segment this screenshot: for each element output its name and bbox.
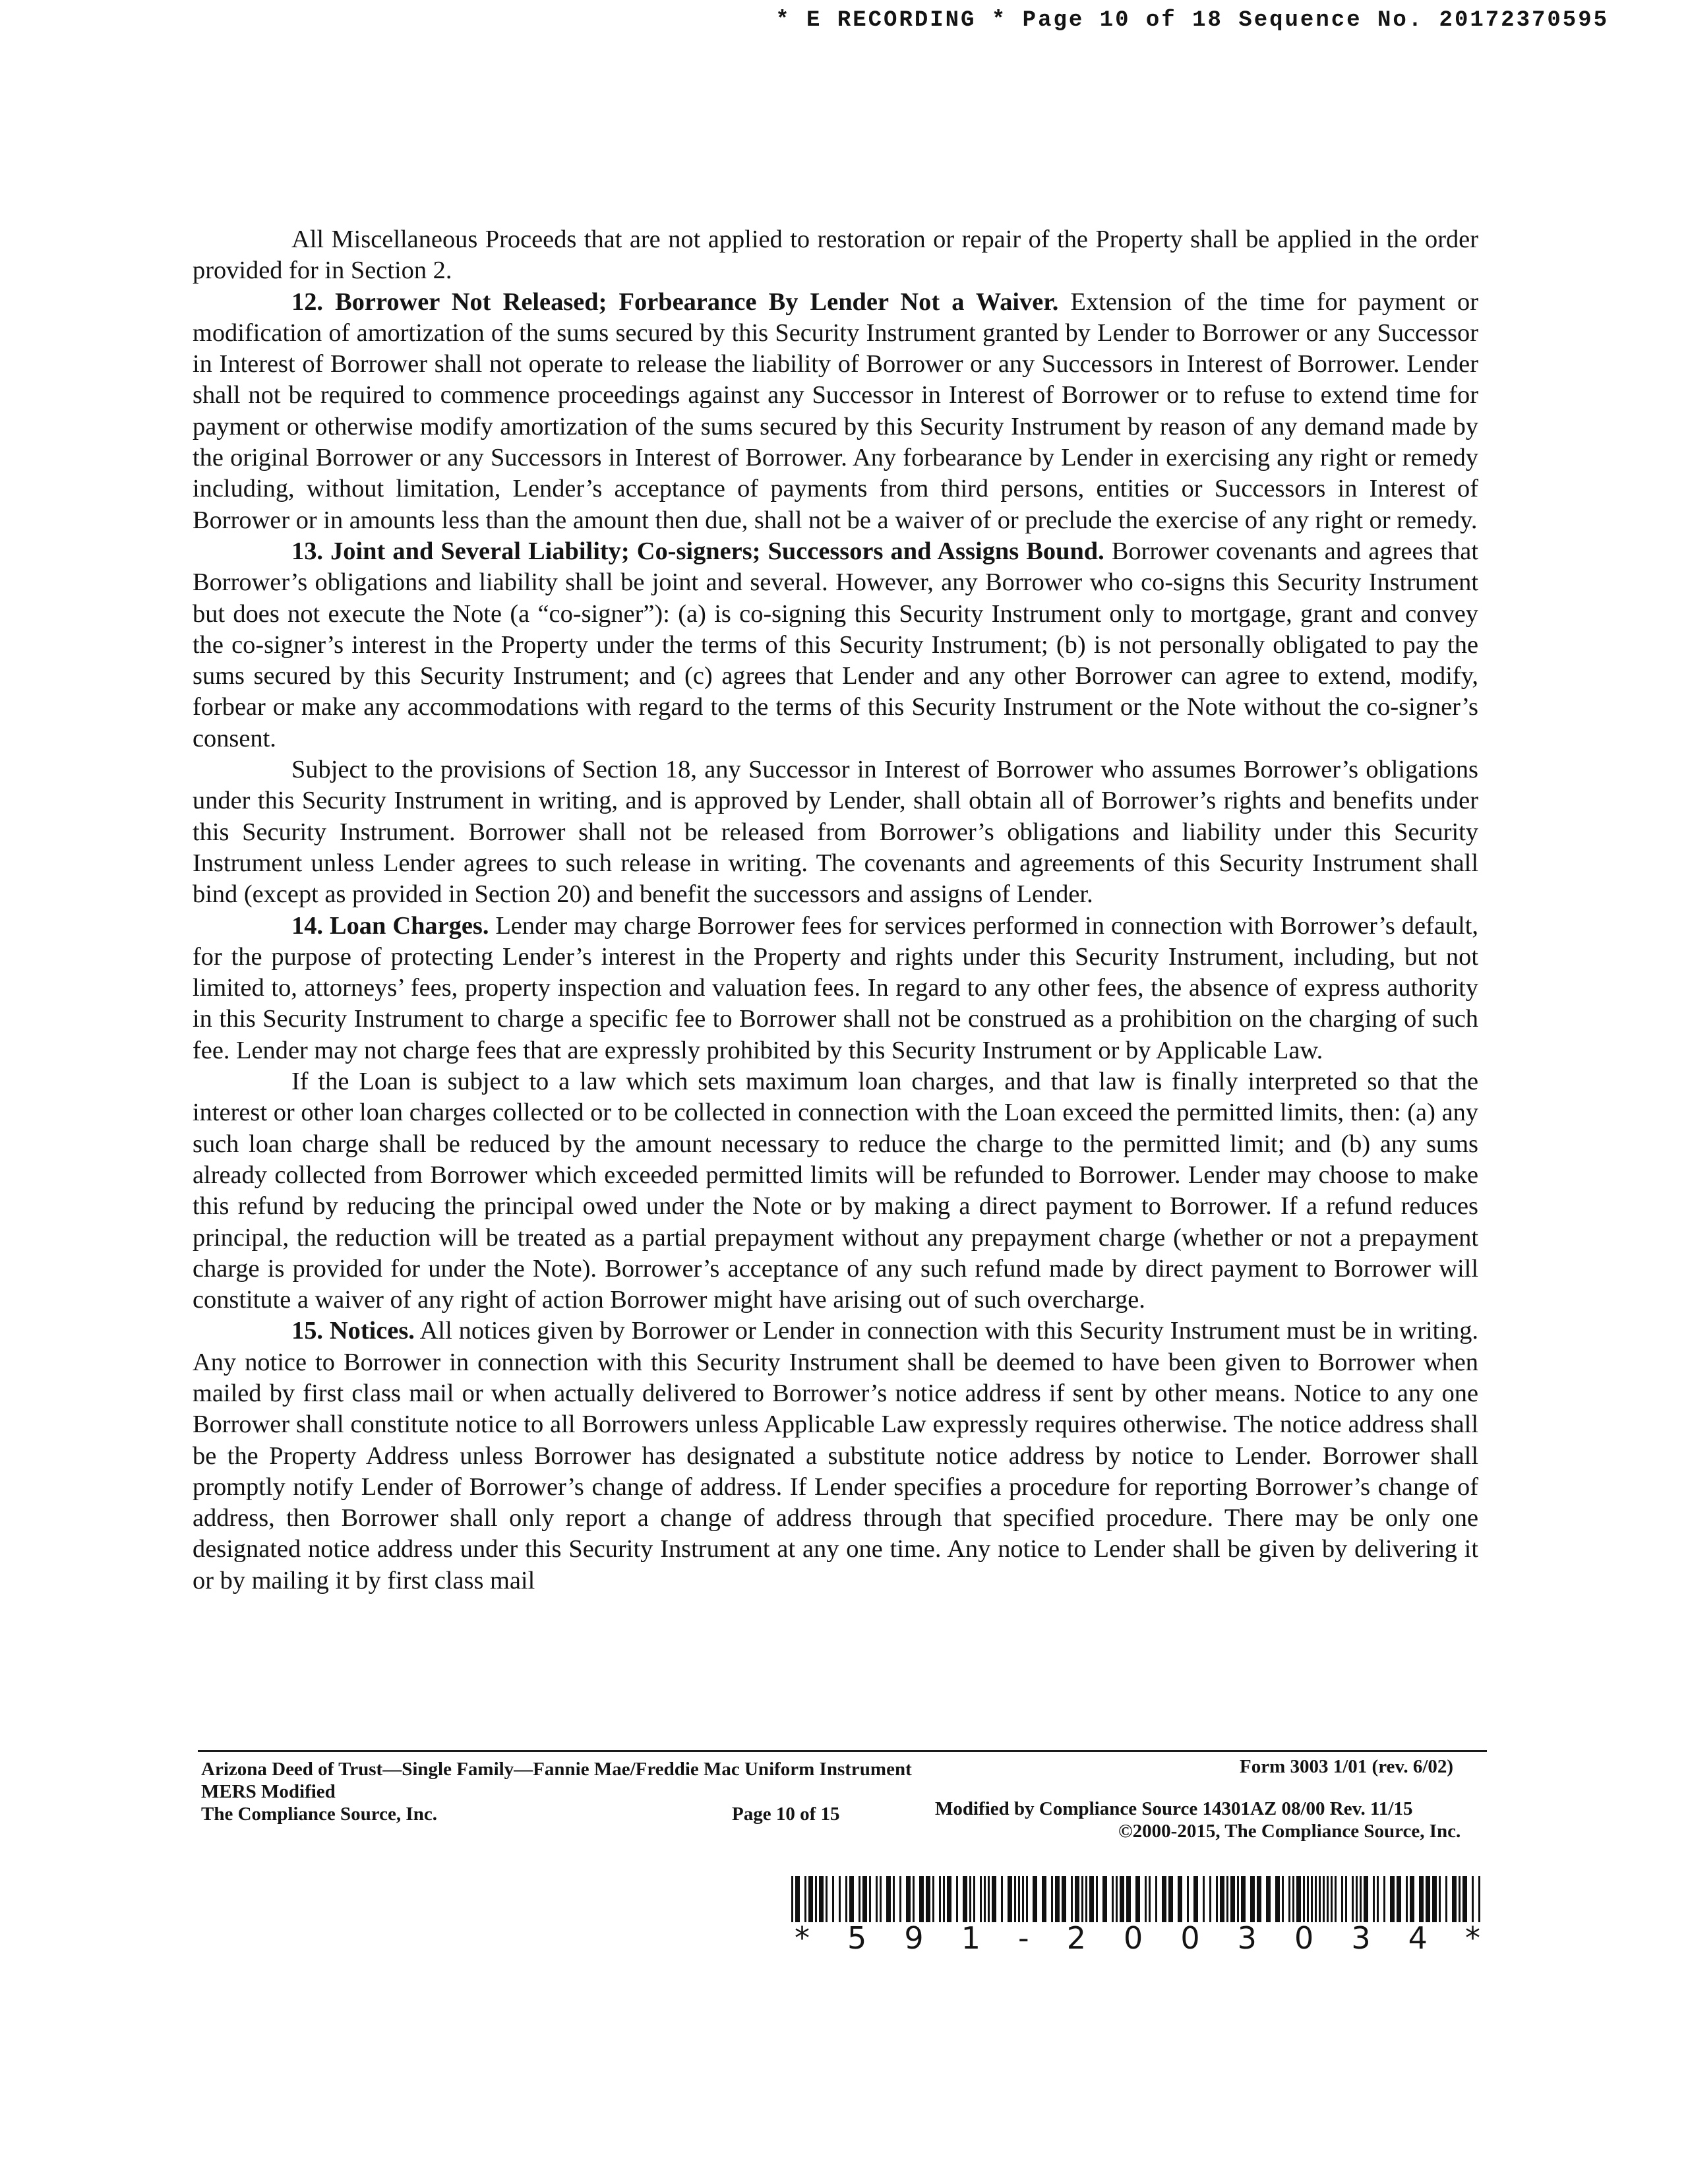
barcode-bar xyxy=(1331,1876,1333,1922)
barcode-bar xyxy=(956,1876,958,1922)
barcode-bar xyxy=(1296,1876,1301,1922)
barcode-char: - xyxy=(1018,1920,1029,1956)
paragraph-successors: Subject to the provisions of Section 18, any Successor in Interest of Borrower who assumes Borrower’s obligations under this Security Instrument in writing, and is approved by Lender, shall obtain all of Borrower’s rights and benefits under this Security Instrument. Borrower shall not be released from Borrower’s obligations and liability under this Security Instrument unless Lender agrees to such release in writing. The covenants and agreements of this Security Instrument shall bind (except as provided in Section 20) and benefit the successors and assigns of Lender. xyxy=(193,756,1478,909)
barcode-bar xyxy=(992,1876,996,1922)
barcode-bar xyxy=(1230,1876,1235,1922)
section-heading: 12. Borrower Not Released; Forbearance By Lender Not a Waiver. xyxy=(291,288,1059,316)
barcode-char: 0 xyxy=(1294,1920,1314,1956)
barcode-bar xyxy=(919,1876,924,1922)
barcode-bar xyxy=(869,1876,871,1922)
document-body xyxy=(193,224,1478,1596)
barcode-bar xyxy=(1062,1876,1066,1922)
barcode-bar xyxy=(1410,1876,1414,1922)
barcode-bar xyxy=(826,1876,828,1922)
barcode-bar xyxy=(1445,1876,1447,1922)
barcode-bar xyxy=(1112,1876,1114,1922)
barcode-bar xyxy=(906,1876,911,1922)
barcode-bar xyxy=(1162,1876,1166,1922)
barcode-bar xyxy=(1282,1876,1284,1922)
barcode-bar xyxy=(886,1876,891,1922)
section-heading: 13. Joint and Several Liability; Co-signers; Successors and Assigns Bound. xyxy=(291,537,1104,565)
barcode-bar xyxy=(791,1876,793,1922)
footer-modified-by: Modified by Compliance Source 14301AZ 08/00 Rev. 11/15 xyxy=(935,1798,1413,1819)
barcode-bar xyxy=(1397,1876,1401,1922)
barcode-bar xyxy=(1406,1876,1408,1922)
barcode-bar xyxy=(1022,1876,1024,1922)
barcode-bar xyxy=(1462,1876,1467,1922)
barcode-bar xyxy=(845,1876,847,1922)
barcode-bar xyxy=(1075,1876,1079,1922)
barcode-bar xyxy=(1168,1876,1173,1922)
barcode-bar xyxy=(893,1876,895,1922)
barcode-bar xyxy=(1419,1876,1424,1922)
barcode-bar xyxy=(1275,1876,1280,1922)
barcode-char: 0 xyxy=(1124,1920,1143,1956)
footer-form-number: Form 3003 1/01 (rev. 6/02) xyxy=(1240,1756,1454,1777)
barcode-bar xyxy=(1315,1876,1317,1922)
barcode-bar xyxy=(1209,1876,1211,1922)
barcode-bar xyxy=(1377,1876,1379,1922)
footer-divider xyxy=(198,1750,1487,1752)
barcode-bar xyxy=(1155,1876,1157,1922)
barcode-bar xyxy=(1216,1876,1218,1922)
barcode-bar xyxy=(1149,1876,1151,1922)
barcode-bar xyxy=(1085,1876,1087,1922)
footer-form-title: Arizona Deed of Trust—Single Family—Fannie Mae/Freddie Mac Uniform Instrument xyxy=(201,1759,912,1780)
barcode-char: 3 xyxy=(1237,1920,1257,1956)
barcode-bar xyxy=(1345,1876,1347,1922)
barcode-bar xyxy=(1089,1876,1094,1922)
barcode-bar xyxy=(859,1876,860,1922)
barcode-bar xyxy=(1319,1876,1321,1922)
barcode-bar xyxy=(1257,1876,1261,1922)
barcode-bar xyxy=(1373,1876,1375,1922)
barcode-bar xyxy=(1033,1876,1037,1922)
barcode-bar xyxy=(984,1876,986,1922)
barcode-bar xyxy=(988,1876,990,1922)
barcode-char: 4 xyxy=(1408,1920,1428,1956)
barcode-bar xyxy=(913,1876,915,1922)
barcode-bar xyxy=(1042,1876,1046,1922)
barcode-bar xyxy=(1288,1876,1290,1922)
barcode-bar xyxy=(795,1876,800,1922)
barcode-bar xyxy=(876,1876,878,1922)
barcode-bar xyxy=(980,1876,982,1922)
barcode-bar xyxy=(1071,1876,1073,1922)
barcode-char: 1 xyxy=(961,1920,980,1956)
barcode-bar xyxy=(1014,1876,1016,1922)
barcode-bar xyxy=(832,1876,834,1922)
paragraph-section-13: 13. Joint and Several Liability; Co-signers; Successors and Assigns Bound. Borrower covenants and agrees that Borrower’s obligations and liability shall be joint and several. However, any Borrower who co-signs this Security Instrument but does not execute the Note (a “co-signer”): (a) is co-signing this Security Instrument only to mortgage, grant and convey the co-signer’s interest in the Property under the terms of this Security Instrument; (b) is not personally obligated to pay the sums secured by this Security Instrument; and (c) agrees that Lender and any other Borrower can agree to extend, modify, forbear or make any accommodations with regard to the terms of this Security Instrument or the Note without the co-signer’s consent. xyxy=(193,537,1478,752)
barcode-bar xyxy=(926,1876,930,1922)
barcode xyxy=(791,1876,1484,1922)
footer-page-number: Page 10 of 15 xyxy=(732,1804,840,1825)
paragraph-section-15: 15. Notices. All notices given by Borrower or Lender in connection with this Security Instrument must be in writing. Any notice to Borrower in connection with this Security Instrument shall be deemed to have been given to Borrower when mailed by first class mail or when actually delivered to Borrower’s notice address if sent by other means. Notice to any one Borrower shall constitute notice to all Borrowers unless Applicable Law expressly requires otherwise. The notice address shall be the Property Address unless Borrower has designated a substitute notice address by notice to Lender. Borrower shall promptly notify Lender of Borrower’s change of address. If Lender specifies a procedure for reporting Borrower’s change of address, then Borrower shall only report a change of address through that specified procedure. There may be only one designated notice address under this Security Instrument at any one time. Any notice to Lender shall be given by delivering it or by mailing it by first class mail xyxy=(193,1317,1478,1594)
barcode-bar xyxy=(1203,1876,1205,1922)
barcode-bar xyxy=(1472,1876,1474,1922)
barcode-bar xyxy=(963,1876,967,1922)
barcode-bar xyxy=(1026,1876,1028,1922)
barcode-bar xyxy=(880,1876,882,1922)
barcode-bar xyxy=(1081,1876,1083,1922)
barcode-bar xyxy=(1237,1876,1239,1922)
barcode-char: 2 xyxy=(1066,1920,1086,1956)
barcode-char: * xyxy=(1464,1920,1480,1956)
barcode-bar xyxy=(1439,1876,1441,1922)
paragraph-loan-charges-limit: If the Loan is subject to a law which sets maximum loan charges, and that law is finally interpreted so that the interest or other loan charges collected or to be collected in connection with the Loan exceed the permitted limits, then: (a) any such loan charge shall be reduced by the amount necessary to reduce the charge to the permitted limit; and (b) any sums already collected from Borrower which exceeded permitted limits will be refunded to Borrower. Lender may choose to make this refund by reducing the principal owed under the Note or by making a direct payment to Borrower. If a refund reduces principal, the reduction will be treated as a partial prepayment without any prepayment charge (whether or not a prepayment charge is provided for under the Note). Borrower’s acceptance of any such refund made by direct payment to Borrower will constitute a waiver of any right of action Borrower might have arising out of such overcharge. xyxy=(193,1068,1478,1314)
barcode-bar xyxy=(1145,1876,1147,1922)
barcode-bar xyxy=(1055,1876,1060,1922)
barcode-bar xyxy=(1241,1876,1246,1922)
barcode-text xyxy=(795,1920,1480,1956)
barcode-bar xyxy=(1018,1876,1020,1922)
barcode-char: * xyxy=(795,1920,810,1956)
paragraph-section-14: 14. Loan Charges. Lender may charge Borrower fees for services performed in connection with Borrower’s default, for the purpose of protecting Lender’s interest in the Property and rights under this Security Instrument, including, but not limited to, attorneys’ fees, property inspection and valuation fees. In regard to any other fees, the absence of express authority in this Security Instrument to charge a specific fee to Borrower shall not be construed as a prohibition on the charging of such fee. Lender may not charge fees that are expressly prohibited by this Security Instrument or by Applicable Law. xyxy=(193,911,1478,1064)
barcode-bar xyxy=(1187,1876,1189,1922)
barcode-bar xyxy=(1307,1876,1309,1922)
barcode-bar xyxy=(1292,1876,1294,1922)
barcode-bar xyxy=(973,1876,975,1922)
barcode-bar xyxy=(1323,1876,1325,1922)
barcode-bar xyxy=(899,1876,901,1922)
barcode-bar xyxy=(1250,1876,1255,1922)
paragraph-misc-proceeds: All Miscellaneous Proceeds that are not applied to restoration or repair of the Property shall be applied in the order provided for in Section 2. xyxy=(193,226,1478,285)
section-heading: 14. Loan Charges. xyxy=(291,911,489,940)
barcode-bar xyxy=(839,1876,841,1922)
paragraph-section-12: 12. Borrower Not Released; Forbearance By Lender Not a Waiver. Extension of the time for payment or modification of amortization of the sums secured by this Security Instrument granted by Lender to Borrower or any Successor in Interest of Borrower shall not operate to release the liability of Borrower or any Successors in Interest of Borrower. Lender shall not be required to commence proceedings against any Successor in Interest of Borrower or to refuse to extend time for payment or otherwise modify amortization of the sums secured by this Security Instrument by reason of any demand made by the original Borrower or any Successors in Interest of Borrower. Any forbearance by Lender in exercising any right or remedy including, without limitation, Lender’s acceptance of payments from third persons, entities or Successors in Interest of Borrower or in amounts less than the amount then due, shall not be a waiver of or preclude the exercise of any right or remedy. xyxy=(193,288,1478,534)
barcode-bar xyxy=(1116,1876,1118,1922)
barcode-bar xyxy=(1452,1876,1457,1922)
barcode-bar xyxy=(849,1876,854,1922)
barcode-bar xyxy=(943,1876,945,1922)
barcode-bar xyxy=(1120,1876,1124,1922)
barcode-bar xyxy=(1311,1876,1313,1922)
barcode-bar xyxy=(1178,1876,1182,1922)
barcode-bar xyxy=(1352,1876,1354,1922)
barcode-bar xyxy=(1356,1876,1358,1922)
barcode-bar xyxy=(1459,1876,1461,1922)
barcode-bar xyxy=(804,1876,806,1922)
barcode-bar xyxy=(1360,1876,1362,1922)
barcode-bar xyxy=(932,1876,934,1922)
footer-copyright: ©2000-2015, The Compliance Source, Inc. xyxy=(1118,1821,1461,1842)
barcode-bar xyxy=(1126,1876,1131,1922)
barcode-bar xyxy=(1432,1876,1437,1922)
barcode-bar xyxy=(1220,1876,1224,1922)
barcode-char: 5 xyxy=(847,1920,867,1956)
barcode-bar xyxy=(862,1876,867,1922)
barcode-bar xyxy=(1478,1876,1480,1922)
barcode-bar xyxy=(808,1876,813,1922)
barcode-bar xyxy=(1303,1876,1305,1922)
section-heading: 15. Notices. xyxy=(291,1317,415,1345)
footer-company: The Compliance Source, Inc. xyxy=(201,1804,437,1825)
barcode-bar xyxy=(1341,1876,1343,1922)
barcode-bar xyxy=(1383,1876,1385,1922)
barcode-bar xyxy=(1426,1876,1430,1922)
barcode-bar xyxy=(1327,1876,1329,1922)
barcode-bar xyxy=(969,1876,971,1922)
barcode-bar xyxy=(939,1876,941,1922)
recording-header: * E RECORDING * Page 10 of 18 Sequence No. 20172370595 xyxy=(775,8,1609,33)
barcode-char: 9 xyxy=(904,1920,924,1956)
barcode-bar xyxy=(947,1876,951,1922)
footer-mers: MERS Modified xyxy=(201,1781,336,1802)
barcode-char: 0 xyxy=(1180,1920,1200,1956)
barcode-bar xyxy=(1102,1876,1107,1922)
barcode-bar xyxy=(819,1876,824,1922)
barcode-bar xyxy=(815,1876,817,1922)
barcode-bar xyxy=(1008,1876,1012,1922)
barcode-bar xyxy=(1390,1876,1395,1922)
barcode-char: 3 xyxy=(1351,1920,1371,1956)
barcode-bar xyxy=(1051,1876,1053,1922)
barcode-bar xyxy=(1266,1876,1271,1922)
barcode-bar xyxy=(1335,1876,1337,1922)
barcode-bar xyxy=(1096,1876,1098,1922)
barcode-bar xyxy=(1135,1876,1140,1922)
barcode-bar xyxy=(1193,1876,1198,1922)
barcode-bar xyxy=(1364,1876,1368,1922)
barcode-bar xyxy=(1226,1876,1228,1922)
barcode-bar xyxy=(1001,1876,1003,1922)
